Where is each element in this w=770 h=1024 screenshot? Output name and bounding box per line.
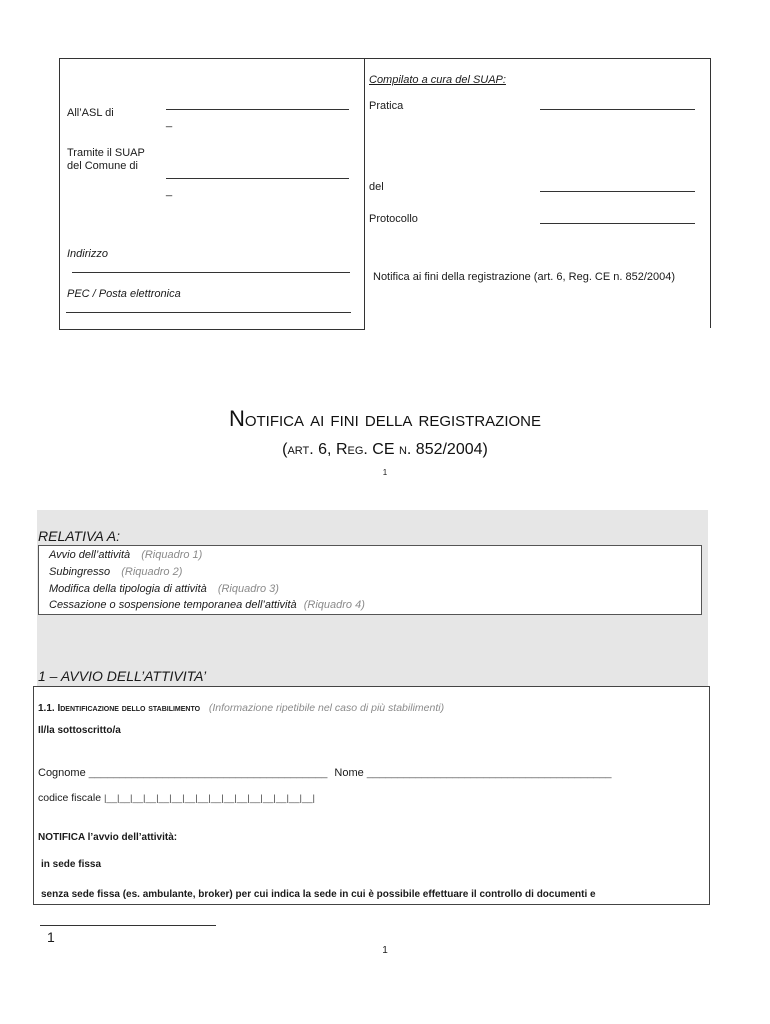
subheading-hint: (Informazione ripetibile nel caso di più stabilimenti) (208, 702, 445, 714)
notifica-note: Notifica ai fini della registrazione (art. 6, Reg. CE n. 852/2004) (373, 271, 676, 283)
asl-fill: _ (166, 116, 173, 128)
option-label: Modifica della tipologia di attività (49, 583, 207, 595)
pec-input[interactable] (66, 312, 351, 313)
protocollo-label: Protocollo (369, 213, 418, 225)
suap-fill: _ (166, 185, 173, 197)
option-hint: (Riquadro 3) (217, 583, 279, 595)
address-input[interactable] (72, 272, 350, 273)
option-hint: (Riquadro 1) (141, 549, 203, 561)
footnote-separator (40, 925, 216, 926)
page-title: Notifica ai fini della registrazione (228, 406, 542, 431)
asl-input[interactable] (166, 109, 349, 110)
option-avvio[interactable] (49, 549, 202, 561)
footnote-ref: 1 (382, 468, 388, 477)
suap-input[interactable] (166, 178, 349, 179)
option-modifica[interactable] (49, 583, 279, 595)
pratica-label: Pratica (369, 100, 404, 112)
cf-row (38, 792, 315, 804)
option-hint: (Riquadro 2) (121, 566, 183, 578)
protocollo-input[interactable] (540, 223, 695, 224)
relativa-heading: RELATIVA A: (38, 528, 120, 544)
section1-subheading (38, 702, 444, 714)
option-label: Subingresso (49, 566, 111, 578)
notifica-label: NOTIFICA l’avvio dell’attività: (38, 832, 178, 843)
suap-label-1: Tramite il SUAP (67, 147, 145, 159)
header-box-right-top (363, 58, 710, 59)
option-label: Cessazione o sospensione temporanea dell’attività (49, 599, 297, 611)
pratica-input[interactable] (540, 109, 695, 110)
page-subtitle: (art. 6, Reg. CE n. 852/2004) (282, 441, 488, 458)
nome-input[interactable]: ________________________________________ (366, 767, 612, 779)
suap-label-2: del Comune di (67, 160, 138, 172)
address-label: Indirizzo (67, 248, 108, 260)
del-label: del (369, 181, 384, 193)
option-sede-fissa[interactable]: in sede fissa (41, 859, 102, 870)
page-number: 1 (382, 945, 388, 956)
header-box-right-edge (710, 58, 711, 328)
cognome-label: Cognome (38, 767, 86, 779)
cf-input[interactable]: |__|__|__|__|__|__|__|__|__|__|__|__|__|__|__|__| (103, 793, 315, 804)
option-subingresso[interactable] (49, 566, 182, 578)
subheading-title: 1.1. Identificazione dello stabilimento (38, 703, 201, 714)
option-label: Avvio dell’attività (49, 549, 131, 561)
footnote-number: 1 (47, 929, 55, 945)
pec-label: PEC / Posta elettronica (67, 288, 181, 300)
section1-heading: 1 – AVVIO DELL’ATTIVITA’ (38, 668, 207, 684)
del-input[interactable] (540, 191, 695, 192)
asl-label: All’ASL di (67, 107, 114, 119)
option-senza-sede[interactable]: senza sede fissa (es. ambulante, broker) per cui indica la sede in cui è possibile effettuare il controllo di documenti e (41, 889, 596, 900)
cognome-row (38, 767, 612, 779)
cognome-input[interactable]: _______________________________________ (88, 767, 328, 779)
compiled-by-label: Compilato a cura del SUAP: (369, 74, 506, 86)
nome-label: Nome (334, 767, 364, 779)
option-hint: (Riquadro 4) (303, 599, 365, 611)
signer-label: Il/la sottoscritto/a (38, 725, 121, 736)
option-cessazione[interactable] (49, 599, 365, 611)
cf-label: codice fiscale (38, 792, 102, 804)
